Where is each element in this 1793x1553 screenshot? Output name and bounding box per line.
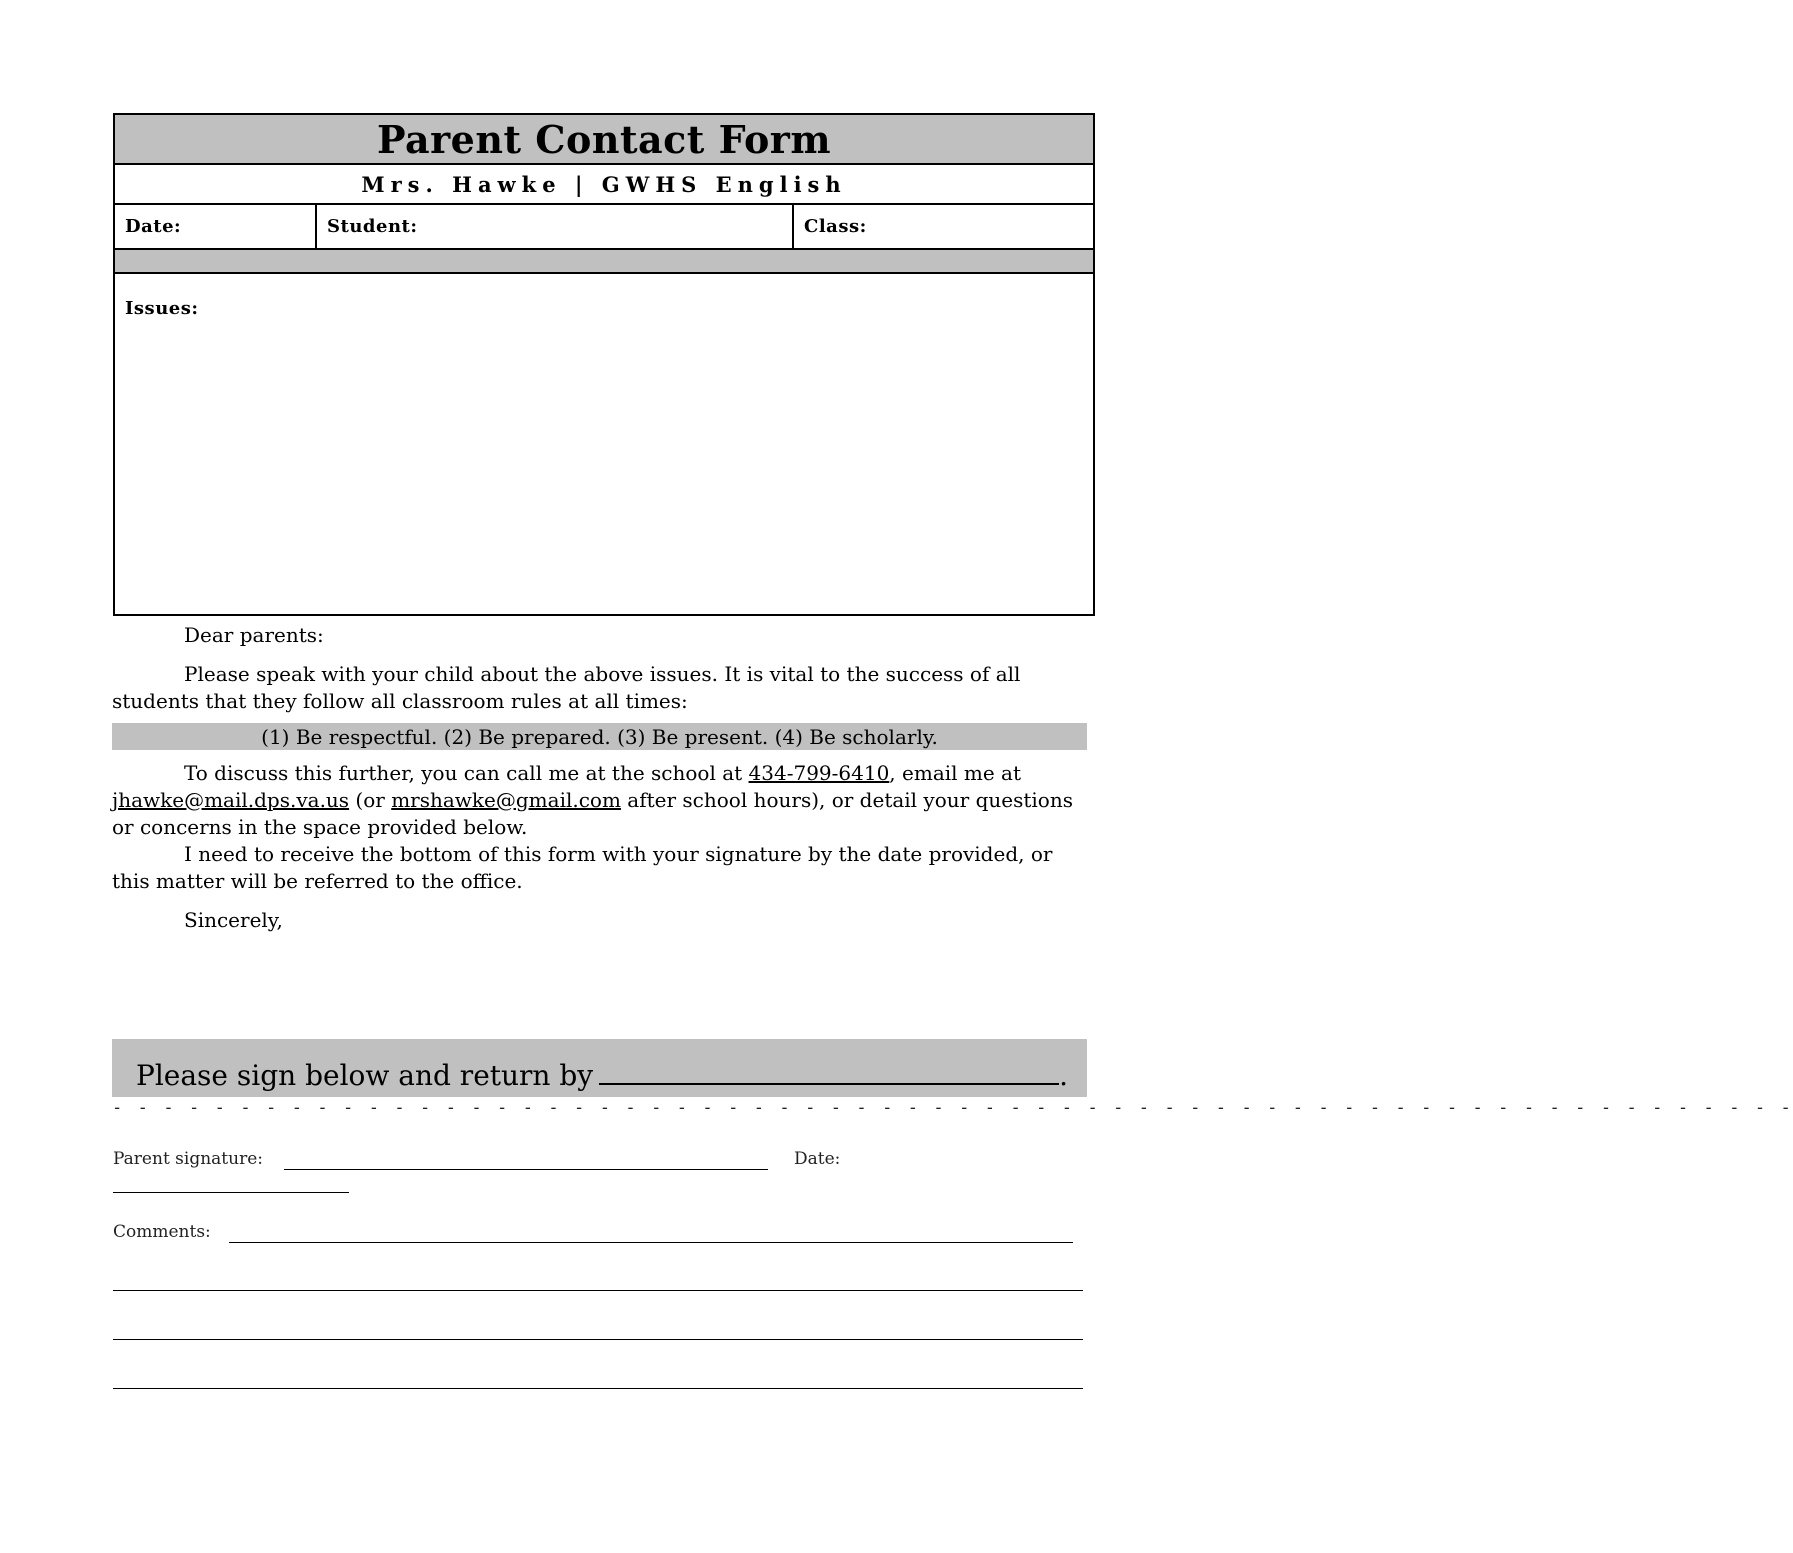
personal-email-link[interactable]: mrshawke@gmail.com	[391, 788, 621, 812]
letter-salutation: Dear parents:	[184, 623, 324, 647]
comments-line-1[interactable]	[229, 1242, 1073, 1243]
letter-closing: Sincerely,	[184, 908, 283, 932]
issues-field[interactable]	[114, 273, 1094, 615]
letter-paragraph-2	[112, 760, 1087, 841]
comments-line-3[interactable]	[113, 1339, 1083, 1340]
paragraph-2-text-d: after school hours), or detail your questions or concerns in the space provided below.	[112, 788, 1073, 839]
signature-date-line[interactable]	[113, 1192, 349, 1193]
class-label: Class:	[804, 216, 867, 237]
paragraph-2-text-c: (or	[349, 788, 392, 812]
comments-label: Comments:	[113, 1222, 211, 1242]
paragraph-2-text-a: To discuss this further, you can call me at the school at	[184, 761, 749, 785]
student-label: Student:	[327, 216, 418, 237]
section-divider	[114, 249, 1094, 273]
cut-line: - - - - - - - - - - - - - - - - - - - - - - - - - - - - - - - - - - - - - - - - - - - - - - - - - - - - - - - - - - - - - - - - - -	[112, 1098, 1793, 1118]
paragraph-2-text-b: , email me at	[889, 761, 1022, 785]
letter-paragraph-3: I need to receive the bottom of this form with your signature by the date provided, or this matter will be referred to the office.	[112, 842, 1053, 893]
return-date-blank[interactable]	[599, 1061, 1059, 1085]
comments-line-2[interactable]	[113, 1290, 1083, 1291]
return-by-banner	[112, 1039, 1087, 1097]
letter-paragraph-1: Please speak with your child about the above issues. It is vital to the success of all students that they follow all classroom rules at all times:	[112, 662, 1021, 713]
page-subtitle: Mrs. Hawke | GWHS English	[114, 164, 1094, 204]
student-field[interactable]	[316, 204, 793, 249]
phone-link[interactable]: 434-799-6410	[748, 761, 890, 785]
class-field[interactable]	[793, 204, 1094, 249]
sign-period: .	[1059, 1059, 1069, 1092]
school-email-link[interactable]: jhawke@mail.dps.va.us	[112, 788, 350, 812]
sign-prompt: Please sign below and return by	[136, 1059, 594, 1092]
signature-date-label: Date:	[794, 1149, 841, 1169]
date-label: Date:	[125, 216, 182, 237]
classroom-rules: (1) Be respectful. (2) Be prepared. (3) Be present. (4) Be scholarly.	[112, 723, 1087, 750]
parent-signature-line[interactable]	[284, 1169, 768, 1170]
date-field[interactable]	[114, 204, 316, 249]
form-header-table	[113, 113, 1095, 616]
page-title: Parent Contact Form	[114, 114, 1094, 164]
comments-line-4[interactable]	[113, 1388, 1083, 1389]
parent-signature-label: Parent signature:	[113, 1149, 264, 1169]
issues-label: Issues:	[125, 298, 199, 319]
